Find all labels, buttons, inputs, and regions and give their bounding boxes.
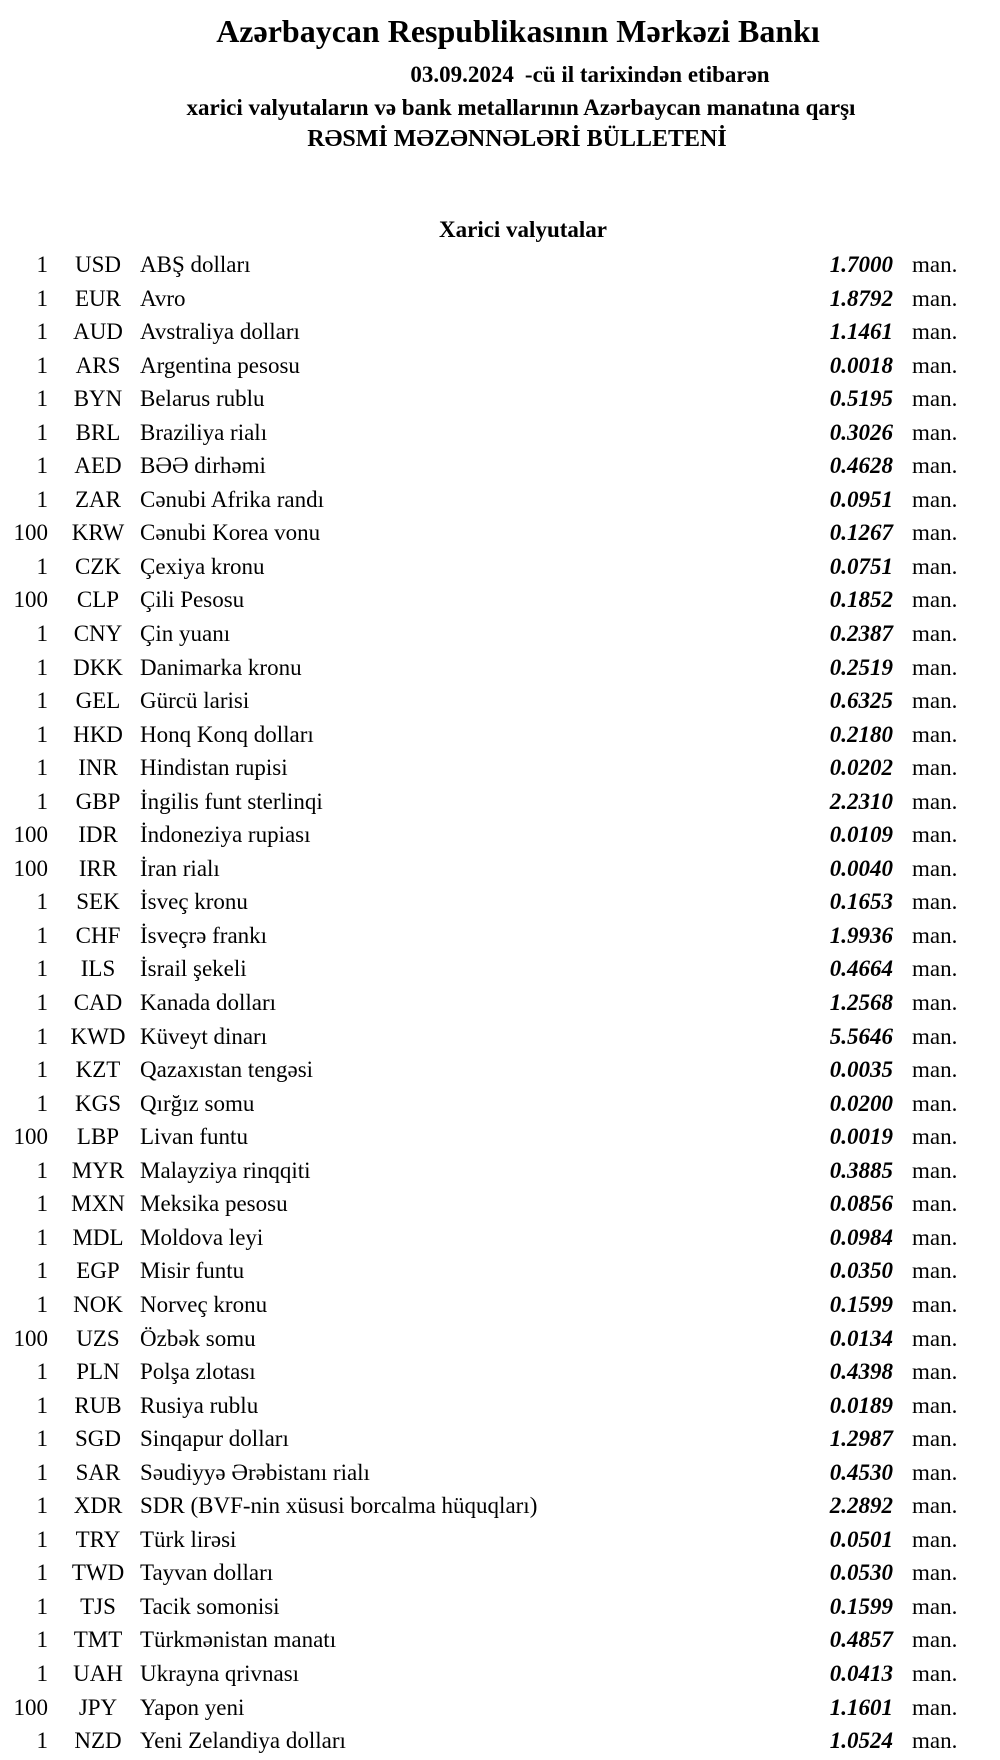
currency-name-cell: Qazaxıstan tengəsi — [140, 1057, 314, 1083]
quantity-cell: 1 — [36, 1090, 48, 1116]
rate-value-cell: 0.0035 — [829, 1057, 893, 1083]
table-row — [0, 1254, 967, 1288]
currency-code-cell: KZT — [75, 1057, 121, 1083]
rate-unit-cell: man. — [912, 1057, 958, 1083]
table-row — [0, 785, 967, 819]
currency-name-cell: Avstraliya dolları — [140, 319, 300, 345]
currency-name-cell: Tayvan dolları — [140, 1560, 274, 1586]
rate-unit-cell: man. — [912, 1593, 958, 1619]
rate-unit-cell: man. — [912, 755, 958, 781]
quantity-cell: 1 — [36, 386, 48, 412]
table-row — [0, 1087, 967, 1121]
rate-value-cell: 0.4398 — [829, 1359, 893, 1385]
currency-name-cell: Belarus rublu — [140, 386, 265, 412]
rate-value-cell: 0.0019 — [829, 1124, 893, 1150]
quantity-cell: 1 — [36, 252, 48, 277]
currency-name-cell: Meksika pesosu — [140, 1191, 288, 1217]
currency-name-cell: SDR (BVF-nin xüsusi borcalma hüquqları) — [140, 1493, 538, 1519]
table-row — [0, 1053, 967, 1087]
rate-unit-cell: man. — [912, 553, 958, 579]
quantity-cell: 100 — [13, 1325, 48, 1351]
rate-value-cell: 0.3885 — [829, 1157, 893, 1183]
rate-value-cell: 0.0530 — [829, 1560, 893, 1586]
currency-code-cell: EUR — [75, 285, 121, 311]
currency-code-cell: ILS — [80, 956, 116, 982]
rate-unit-cell: man. — [912, 285, 958, 311]
foreign-currencies-section-title: Xarici valyutalar — [439, 217, 607, 242]
currency-name-cell: Moldova leyi — [140, 1224, 264, 1250]
quantity-cell: 100 — [13, 587, 48, 613]
currency-name-cell: Misir funtu — [140, 1258, 245, 1284]
quantity-cell: 1 — [36, 1057, 48, 1083]
rate-unit-cell: man. — [912, 822, 958, 848]
rate-value-cell: 0.0018 — [829, 352, 893, 378]
table-row — [0, 1020, 967, 1054]
currency-code-cell: PLN — [76, 1359, 120, 1385]
currency-name-cell: Qırğız somu — [140, 1090, 255, 1116]
currency-code-cell: MDL — [72, 1224, 124, 1250]
rate-unit-cell: man. — [912, 1560, 958, 1586]
currency-name-cell: Çin yuanı — [140, 621, 231, 647]
currency-code-cell: ARS — [75, 352, 121, 378]
table-row — [0, 919, 967, 953]
table-row — [0, 1389, 967, 1423]
quantity-cell: 1 — [36, 1560, 48, 1586]
rate-value-cell: 0.4530 — [829, 1459, 893, 1485]
currency-code-cell: TWD — [71, 1560, 125, 1586]
quantity-cell: 1 — [36, 285, 48, 311]
rate-value-cell: 0.6325 — [829, 688, 893, 714]
rate-unit-cell: man. — [912, 1694, 958, 1720]
currency-name-cell: Avro — [140, 285, 186, 311]
currency-code-cell: NZD — [74, 1728, 122, 1754]
currency-name-cell: İsrail şekeli — [140, 956, 247, 982]
currency-name-cell: Polşa zlotası — [140, 1359, 256, 1385]
rate-value-cell: 0.0951 — [829, 486, 893, 512]
currency-name-cell: Braziliya rialı — [140, 419, 268, 445]
effective-date: 03.09.2024 — [410, 62, 514, 87]
table-row — [0, 1422, 967, 1456]
rate-value-cell: 0.4857 — [829, 1627, 893, 1653]
currency-name-cell: Cənubi Afrika randı — [140, 486, 324, 512]
currency-code-cell: ZAR — [75, 486, 121, 512]
table-row — [0, 248, 967, 282]
table-row — [0, 1120, 967, 1154]
table-row — [0, 617, 967, 651]
currency-name-cell: Norveç kronu — [140, 1291, 268, 1317]
rate-unit-cell: man. — [912, 922, 958, 948]
currency-name-cell: İran rialı — [140, 855, 220, 881]
table-row — [0, 583, 967, 617]
rate-unit-cell: man. — [912, 1023, 958, 1049]
rate-unit-cell: man. — [912, 1191, 958, 1217]
table-row — [0, 1288, 967, 1322]
rate-value-cell: 0.0501 — [829, 1526, 893, 1552]
quantity-cell: 1 — [36, 1191, 48, 1217]
rate-unit-cell: man. — [912, 654, 958, 680]
currency-name-cell: İsveç kronu — [140, 889, 248, 915]
rate-unit-cell: man. — [912, 721, 958, 747]
table-row — [0, 315, 967, 349]
quantity-cell: 1 — [36, 1157, 48, 1183]
currency-code-cell: BYN — [73, 386, 123, 412]
rate-value-cell: 0.3026 — [829, 419, 893, 445]
rate-unit-cell: man. — [912, 1493, 958, 1519]
rate-unit-cell: man. — [912, 1392, 958, 1418]
table-row — [0, 1657, 967, 1691]
table-row — [0, 416, 967, 450]
rate-unit-cell: man. — [912, 688, 958, 714]
currency-name-cell: Özbək somu — [140, 1325, 256, 1351]
currency-code-cell: GBP — [75, 788, 121, 814]
quantity-cell: 1 — [36, 1359, 48, 1385]
rate-unit-cell: man. — [912, 1459, 958, 1485]
table-row — [0, 1691, 967, 1725]
currency-name-cell: İsveçrə frankı — [140, 922, 268, 948]
rate-value-cell: 0.1852 — [829, 587, 893, 613]
currency-code-cell: BRL — [75, 419, 121, 445]
table-row — [0, 1523, 967, 1557]
rate-unit-cell: man. — [912, 1258, 958, 1284]
rate-unit-cell: man. — [912, 587, 958, 613]
currency-name-cell: ABŞ dolları — [140, 252, 251, 277]
currency-code-cell: TJS — [80, 1593, 116, 1619]
quantity-cell: 1 — [36, 419, 48, 445]
quantity-cell: 1 — [36, 1526, 48, 1552]
rate-value-cell: 0.0751 — [829, 553, 893, 579]
currency-name-cell: Sinqapur dolları — [140, 1426, 289, 1452]
currency-code-cell: CAD — [73, 990, 123, 1016]
currency-name-cell: Yeni Zelandiya dolları — [140, 1728, 346, 1754]
quantity-cell: 1 — [36, 319, 48, 345]
currency-code-cell: LBP — [76, 1124, 120, 1150]
currency-code-cell: CZK — [75, 553, 121, 579]
currency-name-cell: Ukrayna qrivnası — [140, 1660, 300, 1686]
rate-value-cell: 0.1599 — [829, 1593, 893, 1619]
currency-name-cell: Malayziya rinqqiti — [140, 1157, 311, 1183]
quantity-cell: 1 — [36, 688, 48, 714]
rate-value-cell: 0.0189 — [829, 1392, 893, 1418]
currency-code-cell: CLP — [76, 587, 120, 613]
currency-name-cell: İndoneziya rupiası — [140, 822, 311, 848]
currency-code-cell: KGS — [74, 1090, 121, 1116]
quantity-cell: 1 — [36, 553, 48, 579]
rate-value-cell: 1.8792 — [829, 285, 893, 311]
currency-code-cell: IRR — [78, 855, 118, 881]
quantity-cell: 1 — [36, 1258, 48, 1284]
rate-unit-cell: man. — [912, 1224, 958, 1250]
effective-date-line — [90, 60, 1000, 90]
currency-name-cell: Danimarka kronu — [140, 654, 302, 680]
rate-value-cell: 0.2180 — [829, 721, 893, 747]
quantity-cell: 1 — [36, 1728, 48, 1754]
currency-name-cell: Tacik somonisi — [140, 1593, 280, 1619]
table-row — [0, 483, 967, 517]
currency-name-cell: İngilis funt sterlinqi — [140, 788, 323, 814]
table-row — [0, 516, 967, 550]
table-row — [0, 282, 967, 316]
currency-code-cell: NOK — [73, 1291, 123, 1317]
quantity-cell: 1 — [36, 1224, 48, 1250]
table-row — [0, 651, 967, 685]
currency-name-cell: Türkmənistan manatı — [140, 1627, 337, 1653]
currency-name-cell: Yapon yeni — [140, 1694, 245, 1720]
currency-code-cell: SEK — [76, 889, 120, 915]
currency-code-cell: UZS — [76, 1325, 120, 1351]
quantity-cell: 100 — [13, 822, 48, 848]
rate-unit-cell: man. — [912, 1124, 958, 1150]
currency-code-cell: HKD — [73, 721, 123, 747]
currency-code-cell: AUD — [73, 319, 123, 345]
quantity-cell: 1 — [36, 956, 48, 982]
rate-value-cell: 1.1601 — [829, 1694, 893, 1720]
quantity-cell: 1 — [36, 721, 48, 747]
table-row — [0, 1623, 967, 1657]
rate-value-cell: 0.0109 — [829, 822, 893, 848]
rate-value-cell: 0.1653 — [829, 889, 893, 915]
table-row — [0, 718, 967, 752]
quantity-cell: 1 — [36, 486, 48, 512]
rate-unit-cell: man. — [912, 1426, 958, 1452]
quantity-cell: 100 — [13, 1694, 48, 1720]
currency-code-cell: AED — [74, 453, 122, 479]
currency-code-cell: UAH — [73, 1660, 123, 1686]
table-row — [0, 449, 967, 483]
table-row — [0, 852, 967, 886]
currency-name-cell: Cənubi Korea vonu — [140, 520, 321, 546]
rate-value-cell: 1.2568 — [829, 990, 893, 1016]
rate-unit-cell: man. — [912, 990, 958, 1016]
currency-code-cell: DKK — [73, 654, 123, 680]
currency-code-cell: JPY — [78, 1694, 118, 1720]
quantity-cell: 1 — [36, 1392, 48, 1418]
rate-value-cell: 1.0524 — [829, 1728, 893, 1754]
currency-code-cell: KRW — [71, 520, 125, 546]
table-row — [0, 1724, 967, 1758]
table-row — [0, 885, 967, 919]
currency-name-cell: Türk lirəsi — [140, 1526, 237, 1552]
rate-unit-cell: man. — [912, 453, 958, 479]
currency-name-cell: Kanada dolları — [140, 990, 277, 1016]
quantity-cell: 1 — [36, 621, 48, 647]
rate-value-cell: 0.4628 — [829, 453, 893, 479]
rate-value-cell: 2.2892 — [829, 1493, 893, 1519]
quantity-cell: 1 — [36, 1023, 48, 1049]
rate-unit-cell: man. — [912, 386, 958, 412]
currency-code-cell: USD — [74, 252, 121, 277]
currency-code-cell: CNY — [73, 621, 123, 647]
currency-code-cell: INR — [78, 755, 118, 781]
currency-code-cell: EGP — [76, 1258, 120, 1284]
currency-name-cell: Gürcü larisi — [140, 688, 250, 714]
rate-unit-cell: man. — [912, 855, 958, 881]
rate-unit-cell: man. — [912, 1359, 958, 1385]
rate-unit-cell: man. — [912, 1728, 958, 1754]
quantity-cell: 1 — [36, 1593, 48, 1619]
currency-code-cell: MXN — [71, 1191, 125, 1217]
table-row — [0, 818, 967, 852]
currency-name-cell: Hindistan rupisi — [140, 755, 288, 781]
rate-unit-cell: man. — [912, 788, 958, 814]
quantity-cell: 1 — [36, 922, 48, 948]
table-row — [0, 952, 967, 986]
subject-line: xarici valyutaların və bank metallarının Azərbaycan manatına qarşı — [186, 95, 856, 120]
table-row — [0, 1489, 967, 1523]
currency-code-cell: RUB — [74, 1392, 122, 1418]
quantity-cell: 1 — [36, 1493, 48, 1519]
table-row — [0, 550, 967, 584]
rate-unit-cell: man. — [912, 621, 958, 647]
currency-code-cell: TMT — [73, 1627, 123, 1653]
currency-name-cell: Honq Konq dolları — [140, 721, 314, 747]
rate-unit-cell: man. — [912, 1325, 958, 1351]
currency-name-cell: Küveyt dinarı — [140, 1023, 268, 1049]
quantity-cell: 1 — [36, 1660, 48, 1686]
rate-unit-cell: man. — [912, 1660, 958, 1686]
rate-value-cell: 2.2310 — [829, 788, 893, 814]
currency-code-cell: MYR — [71, 1157, 125, 1183]
currency-code-cell: IDR — [78, 822, 118, 848]
rate-unit-cell: man. — [912, 889, 958, 915]
currency-name-cell: Argentina pesosu — [140, 352, 300, 378]
currency-name-cell: Livan funtu — [140, 1124, 248, 1150]
table-row — [0, 1322, 967, 1356]
rate-unit-cell: man. — [912, 352, 958, 378]
currency-code-cell: SAR — [75, 1459, 121, 1485]
currency-name-cell: Səudiyyə Ərəbistanı rialı — [140, 1459, 370, 1485]
currency-code-cell: CHF — [75, 922, 121, 948]
quantity-cell: 1 — [36, 889, 48, 915]
rate-unit-cell: man. — [912, 520, 958, 546]
currency-code-cell: XDR — [73, 1493, 123, 1519]
table-row — [0, 986, 967, 1020]
rate-value-cell: 0.0984 — [829, 1224, 893, 1250]
rate-unit-cell: man. — [912, 419, 958, 445]
rate-unit-cell: man. — [912, 1627, 958, 1653]
currency-code-cell: SGD — [74, 1426, 121, 1452]
rate-value-cell: 0.0413 — [829, 1660, 893, 1686]
currency-name-cell: Çexiya kronu — [140, 553, 265, 579]
rate-value-cell: 0.1599 — [829, 1291, 893, 1317]
rate-unit-cell: man. — [912, 1090, 958, 1116]
rate-value-cell: 0.1267 — [829, 520, 893, 546]
quantity-cell: 1 — [36, 654, 48, 680]
rates-table — [0, 248, 967, 1758]
currency-name-cell: Rusiya rublu — [140, 1392, 259, 1418]
rate-value-cell: 1.9936 — [829, 922, 893, 948]
currency-code-cell: GEL — [75, 688, 121, 714]
quantity-cell: 100 — [13, 520, 48, 546]
quantity-cell: 1 — [36, 352, 48, 378]
quantity-cell: 100 — [13, 1124, 48, 1150]
rate-value-cell: 1.1461 — [829, 319, 893, 345]
rate-unit-cell: man. — [912, 252, 958, 277]
table-row — [0, 1221, 967, 1255]
rate-value-cell: 0.0350 — [829, 1258, 893, 1284]
rate-value-cell: 0.0856 — [829, 1191, 893, 1217]
table-row — [0, 349, 967, 383]
rate-value-cell: 0.4664 — [829, 956, 893, 982]
quantity-cell: 1 — [36, 1627, 48, 1653]
rate-unit-cell: man. — [912, 1291, 958, 1317]
currency-code-cell: KWD — [70, 1023, 126, 1049]
rate-value-cell: 0.0200 — [829, 1090, 893, 1116]
table-row — [0, 684, 967, 718]
rate-unit-cell: man. — [912, 1526, 958, 1552]
rate-unit-cell: man. — [912, 319, 958, 345]
currency-name-cell: Çili Pesosu — [140, 587, 245, 613]
rate-unit-cell: man. — [912, 486, 958, 512]
bulletin-title: RƏSMİ MƏZƏNNƏLƏRİ BÜLLETENİ — [307, 126, 727, 152]
quantity-cell: 1 — [36, 1426, 48, 1452]
bank-title: Azərbaycan Respublikasının Mərkəzi Bankı — [216, 13, 820, 49]
rate-value-cell: 5.5646 — [829, 1023, 893, 1049]
table-row — [0, 1456, 967, 1490]
table-row — [0, 751, 967, 785]
table-row — [0, 382, 967, 416]
currency-name-cell: BƏƏ dirhəmi — [140, 453, 266, 479]
rate-value-cell: 0.0202 — [829, 755, 893, 781]
table-row — [0, 1556, 967, 1590]
effective-date-suffix: -cü il tarixindən etibarən — [524, 62, 770, 87]
table-row — [0, 1154, 967, 1188]
quantity-cell: 1 — [36, 755, 48, 781]
table-row — [0, 1187, 967, 1221]
rate-value-cell: 0.2387 — [829, 621, 893, 647]
rate-unit-cell: man. — [912, 956, 958, 982]
quantity-cell: 100 — [13, 855, 48, 881]
rate-value-cell: 0.0040 — [829, 855, 893, 881]
quantity-cell: 1 — [36, 788, 48, 814]
quantity-cell: 1 — [36, 990, 48, 1016]
table-row — [0, 1355, 967, 1389]
rate-unit-cell: man. — [912, 1157, 958, 1183]
quantity-cell: 1 — [36, 1291, 48, 1317]
rate-value-cell: 1.2987 — [829, 1426, 893, 1452]
currency-code-cell: TRY — [75, 1526, 121, 1552]
table-row — [0, 1590, 967, 1624]
quantity-cell: 1 — [36, 1459, 48, 1485]
rate-value-cell: 0.0134 — [829, 1325, 893, 1351]
quantity-cell: 1 — [36, 453, 48, 479]
rate-value-cell: 0.5195 — [829, 386, 893, 412]
rate-value-cell: 1.7000 — [829, 252, 893, 277]
rate-value-cell: 0.2519 — [829, 654, 893, 680]
